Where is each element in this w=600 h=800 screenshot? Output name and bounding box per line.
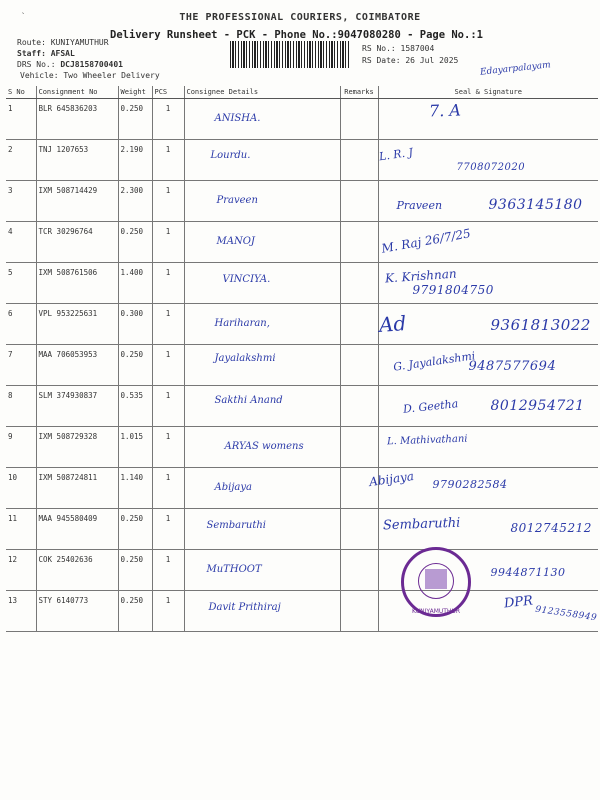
consignment-no-cell: VPL 953225631 bbox=[36, 304, 118, 345]
seal-signature-cell bbox=[378, 304, 598, 345]
route-value: KUNIYAMUTHUR bbox=[50, 38, 109, 47]
consignee-name: Sakthi Anand bbox=[214, 395, 283, 406]
consignee-name: Praveen bbox=[216, 195, 258, 206]
route-line bbox=[17, 38, 109, 47]
pcs-cell: 1 bbox=[152, 550, 184, 591]
consignment-no-cell: STY 6140773 bbox=[36, 591, 118, 632]
weight-cell: 1.140 bbox=[118, 468, 152, 509]
seal-signature-cell bbox=[378, 386, 598, 427]
seal-signature-cell bbox=[378, 427, 598, 468]
rs-date-label: RS Date: bbox=[362, 56, 401, 65]
handwritten-phone: 9363145180 bbox=[488, 197, 583, 213]
sno-cell: 9 bbox=[6, 427, 36, 468]
pcs-cell: 1 bbox=[152, 99, 184, 140]
seal-signature-cell bbox=[378, 345, 598, 386]
col-sno: S No bbox=[6, 86, 36, 99]
consignee-cell bbox=[184, 304, 340, 345]
pcs-cell: 1 bbox=[152, 427, 184, 468]
table-row bbox=[6, 263, 598, 304]
consignee-cell bbox=[184, 140, 340, 181]
consignee-cell bbox=[184, 427, 340, 468]
rs-date-line bbox=[362, 56, 458, 65]
weight-cell: 0.250 bbox=[118, 591, 152, 632]
company-name: THE PROFESSIONAL COURIERS, COIMBATORE bbox=[179, 12, 421, 23]
table-row bbox=[6, 99, 598, 140]
handwritten-signature: 7. A bbox=[428, 100, 461, 121]
pcs-cell: 1 bbox=[152, 181, 184, 222]
drs-value: DCJ8158700401 bbox=[60, 60, 123, 69]
staff-value: AFSAL bbox=[50, 49, 75, 58]
handwritten-signature: Praveen bbox=[396, 199, 443, 212]
remarks-cell bbox=[340, 222, 378, 263]
sno-cell: 12 bbox=[6, 550, 36, 591]
weight-cell: 1.400 bbox=[118, 263, 152, 304]
table-row bbox=[6, 509, 598, 550]
pcs-cell: 1 bbox=[152, 263, 184, 304]
seal-signature-cell bbox=[378, 140, 598, 181]
handwritten-area-note: Edayarpalayam bbox=[479, 60, 552, 78]
consignment-no-cell: IXM 508724811 bbox=[36, 468, 118, 509]
consignment-no-cell: BLR 645836203 bbox=[36, 99, 118, 140]
drs-line bbox=[17, 60, 123, 69]
pcs-cell: 1 bbox=[152, 591, 184, 632]
stamp-emblem-icon bbox=[425, 569, 447, 589]
seal-signature-cell bbox=[378, 99, 598, 140]
vehicle-label: Vehicle: bbox=[20, 71, 59, 80]
consignment-no-cell: IXM 508761506 bbox=[36, 263, 118, 304]
handwritten-signature: Abijaya bbox=[367, 468, 415, 490]
stamp-text: KUNIYAMUTHUR bbox=[411, 608, 461, 615]
table-row bbox=[6, 181, 598, 222]
sno-cell: 8 bbox=[6, 386, 36, 427]
seal-signature-cell bbox=[378, 181, 598, 222]
pcs-cell: 1 bbox=[152, 304, 184, 345]
consignee-cell bbox=[184, 509, 340, 550]
sno-cell: 1 bbox=[6, 99, 36, 140]
weight-cell: 2.300 bbox=[118, 181, 152, 222]
remarks-cell bbox=[340, 386, 378, 427]
seal-signature-cell bbox=[378, 263, 598, 304]
handwritten-phone: 8012954721 bbox=[490, 398, 585, 414]
consignee-cell bbox=[184, 99, 340, 140]
remarks-cell bbox=[340, 427, 378, 468]
staff-label: Staff: bbox=[17, 49, 46, 58]
staff-line bbox=[17, 49, 75, 58]
consignment-no-cell: IXM 508714429 bbox=[36, 181, 118, 222]
consignment-no-cell: MAA 706053953 bbox=[36, 345, 118, 386]
remarks-cell bbox=[340, 304, 378, 345]
handwritten-signature: Sembaruthi bbox=[382, 515, 461, 534]
handwritten-signature: Ad bbox=[377, 311, 407, 337]
handwritten-signature: G. Jayalakshmi bbox=[391, 349, 476, 374]
runsheet-title: Delivery Runsheet - PCK - Phone No.:9047080280 - Page No.:1 bbox=[110, 29, 483, 41]
table-row bbox=[6, 591, 598, 632]
remarks-cell bbox=[340, 345, 378, 386]
consignment-no-cell: MAA 945580409 bbox=[36, 509, 118, 550]
consignee-name: ARYAS womens bbox=[224, 441, 304, 452]
consignment-no-cell: TNJ 1207653 bbox=[36, 140, 118, 181]
handwritten-phone: 8012745212 bbox=[510, 521, 592, 535]
table-row bbox=[6, 386, 598, 427]
table-row bbox=[6, 468, 598, 509]
handwritten-phone: 9123558949 bbox=[534, 604, 598, 624]
pcs-cell: 1 bbox=[152, 468, 184, 509]
col-consignment: Consignment No bbox=[36, 86, 118, 99]
remarks-cell bbox=[340, 591, 378, 632]
consignee-cell bbox=[184, 468, 340, 509]
col-seal-signature: Seal & Signature bbox=[378, 86, 598, 99]
remarks-cell bbox=[340, 140, 378, 181]
table-row bbox=[6, 140, 598, 181]
seal-signature-cell bbox=[367, 468, 598, 509]
rs-date-value: 26 Jul 2025 bbox=[405, 56, 459, 65]
consignee-name: Lourdu. bbox=[210, 150, 251, 161]
consignment-no-cell: SLM 374930837 bbox=[36, 386, 118, 427]
col-weight: Weight bbox=[118, 86, 152, 99]
sno-cell: 3 bbox=[6, 181, 36, 222]
sno-cell: 11 bbox=[6, 509, 36, 550]
col-consignee: Consignee Details bbox=[184, 86, 340, 99]
remarks-cell bbox=[340, 509, 378, 550]
remarks-cell bbox=[340, 99, 378, 140]
sno-cell: 13 bbox=[6, 591, 36, 632]
handwritten-phone: 9487577694 bbox=[468, 359, 557, 374]
handwritten-phone: 9790282584 bbox=[432, 478, 508, 491]
weight-cell: 1.015 bbox=[118, 427, 152, 468]
consignee-name: Abijaya bbox=[214, 482, 252, 493]
rs-no-label: RS No.: bbox=[362, 44, 396, 53]
consignee-name: ANISHA. bbox=[214, 113, 261, 124]
vehicle-line bbox=[20, 71, 160, 80]
pcs-cell: 1 bbox=[152, 509, 184, 550]
weight-cell: 0.250 bbox=[118, 345, 152, 386]
table-row bbox=[6, 550, 598, 591]
handwritten-signature: L. Mathivathani bbox=[386, 433, 468, 448]
consignee-name: VINCIYA. bbox=[222, 274, 271, 285]
rs-no-line bbox=[362, 44, 434, 53]
pcs-cell: 1 bbox=[152, 140, 184, 181]
consignee-cell bbox=[184, 550, 340, 591]
handwritten-signature: DPR bbox=[502, 593, 534, 612]
consignee-cell bbox=[184, 591, 340, 632]
remarks-cell bbox=[340, 263, 378, 304]
seal-signature-cell bbox=[378, 509, 598, 550]
consignee-name: MANOJ bbox=[216, 236, 255, 247]
rs-no-value: 1587004 bbox=[400, 44, 435, 53]
handwritten-signature: M. Raj 26/7/25 bbox=[379, 226, 472, 256]
table-row bbox=[6, 304, 598, 345]
consignment-no-cell: COK 25402636 bbox=[36, 550, 118, 591]
consignee-cell bbox=[184, 386, 340, 427]
weight-cell: 0.250 bbox=[118, 222, 152, 263]
sno-cell: 7 bbox=[6, 345, 36, 386]
table-header-row bbox=[6, 86, 598, 99]
weight-cell: 0.250 bbox=[118, 99, 152, 140]
pcs-cell: 1 bbox=[152, 222, 184, 263]
consignee-name: Hariharan, bbox=[214, 318, 270, 329]
handwritten-phone: 9791804750 bbox=[412, 283, 494, 297]
barcode bbox=[230, 41, 350, 68]
handwritten-phone: 9361813022 bbox=[490, 316, 591, 334]
sno-cell: 5 bbox=[6, 263, 36, 304]
consignee-cell bbox=[184, 181, 340, 222]
sno-cell: 2 bbox=[6, 140, 36, 181]
consignee-cell bbox=[184, 222, 340, 263]
table-row bbox=[6, 427, 598, 468]
weight-cell: 0.250 bbox=[118, 550, 152, 591]
table-row bbox=[6, 345, 598, 386]
table-row bbox=[6, 222, 598, 263]
handwritten-signature: D. Geetha bbox=[401, 397, 459, 416]
consignee-name: MuTHOOT bbox=[206, 564, 262, 575]
scan-mark: ` bbox=[21, 12, 26, 21]
handwritten-signature: K. Krishnan bbox=[384, 266, 457, 286]
runsheet-table bbox=[6, 86, 598, 632]
vehicle-value: Two Wheeler Delivery bbox=[63, 71, 160, 80]
handwritten-phone: 7708072020 bbox=[456, 162, 526, 173]
handwritten-phone: 9944871130 bbox=[490, 566, 566, 579]
remarks-cell bbox=[340, 550, 378, 591]
consignee-name: Jayalakshmi bbox=[214, 353, 276, 364]
consignment-no-cell: IXM 508729328 bbox=[36, 427, 118, 468]
handwritten-signature: L. R. J bbox=[377, 145, 414, 164]
drs-label: DRS No.: bbox=[17, 60, 56, 69]
remarks-cell bbox=[340, 181, 378, 222]
route-label: Route: bbox=[17, 38, 46, 47]
sno-cell: 6 bbox=[6, 304, 36, 345]
consignee-name: Sembaruthi bbox=[206, 520, 266, 531]
weight-cell: 0.250 bbox=[118, 509, 152, 550]
sno-cell: 10 bbox=[6, 468, 36, 509]
pcs-cell: 1 bbox=[152, 345, 184, 386]
consignee-cell bbox=[184, 345, 340, 386]
pcs-cell: 1 bbox=[152, 386, 184, 427]
col-remarks: Remarks bbox=[340, 86, 378, 99]
seal-signature-cell bbox=[378, 222, 598, 263]
consignment-no-cell: TCR 30296764 bbox=[36, 222, 118, 263]
consignee-cell bbox=[184, 263, 340, 304]
consignee-name: Davit Prithiraj bbox=[208, 602, 281, 613]
weight-cell: 0.300 bbox=[118, 304, 152, 345]
weight-cell: 0.535 bbox=[118, 386, 152, 427]
col-pcs: PCS bbox=[152, 86, 184, 99]
weight-cell: 2.190 bbox=[118, 140, 152, 181]
sno-cell: 4 bbox=[6, 222, 36, 263]
